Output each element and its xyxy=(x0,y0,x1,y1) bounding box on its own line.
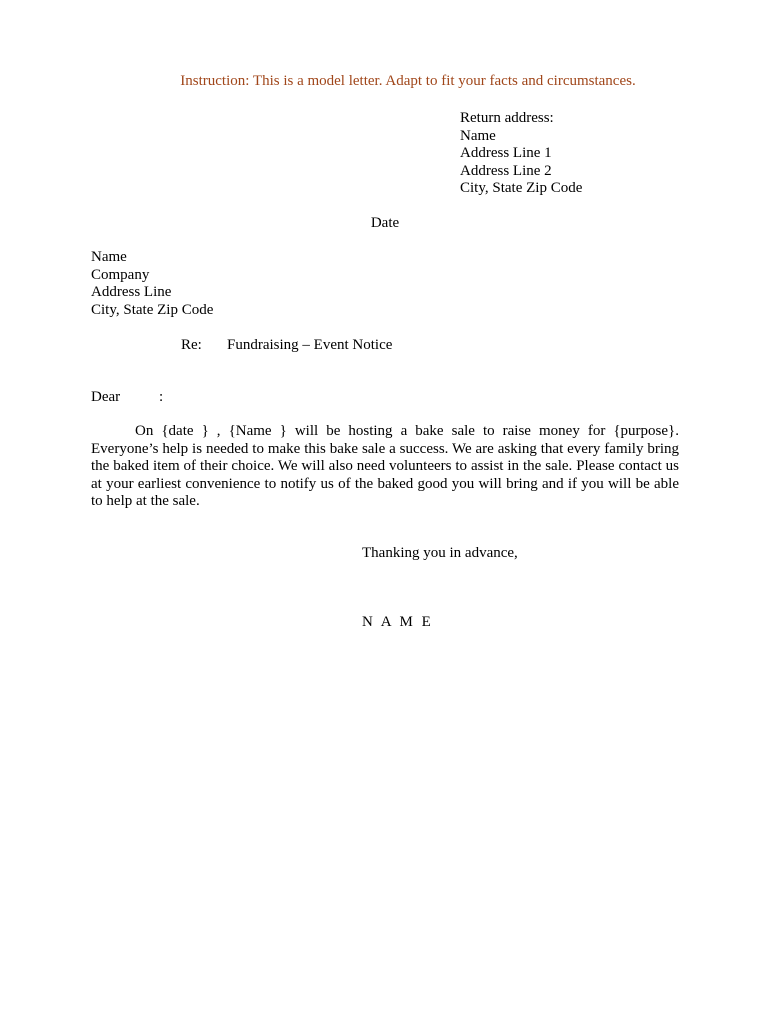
recipient-address-line: Address Line xyxy=(91,284,172,300)
return-address-heading: Return address: xyxy=(460,110,554,126)
return-address-line-1: Address Line 1 xyxy=(460,145,552,161)
recipient-company: Company xyxy=(91,266,150,283)
recipient-name: Name xyxy=(91,249,127,265)
closing-line: Thanking you in advance, xyxy=(362,545,518,561)
re-label: Re: xyxy=(181,337,202,353)
letter-date: Date xyxy=(370,215,400,231)
return-address-city: City, State Zip Code xyxy=(460,180,583,196)
return-address-name: Name xyxy=(460,127,496,144)
return-address-line-2: Address Line 2 xyxy=(460,162,552,179)
signature-name: N A M E xyxy=(362,614,434,630)
salutation-dear: Dear xyxy=(91,389,121,405)
recipient-city: City, State Zip Code xyxy=(91,301,214,318)
return-address-block xyxy=(460,110,582,198)
re-subject: Fundraising – Event Notice xyxy=(227,337,393,353)
instruction-note: Instruction: This is a model letter. Adapt to fit your facts and circumstances. xyxy=(180,73,636,89)
letter-body-paragraph: On {date } , {Name } will be hosting a bake sale to raise money for {purpose}. Everyone’s help is needed to make this bake sale a success. We are asking that every family bring the baked item of their choice. We will also need volunteers to assist in the sale. Please contact us at your earliest convenience to notify us of the baked good you will bring and if you will be able to help at the sale. xyxy=(91,423,679,509)
salutation-colon: : xyxy=(159,389,164,405)
recipient-address-block xyxy=(91,249,213,319)
